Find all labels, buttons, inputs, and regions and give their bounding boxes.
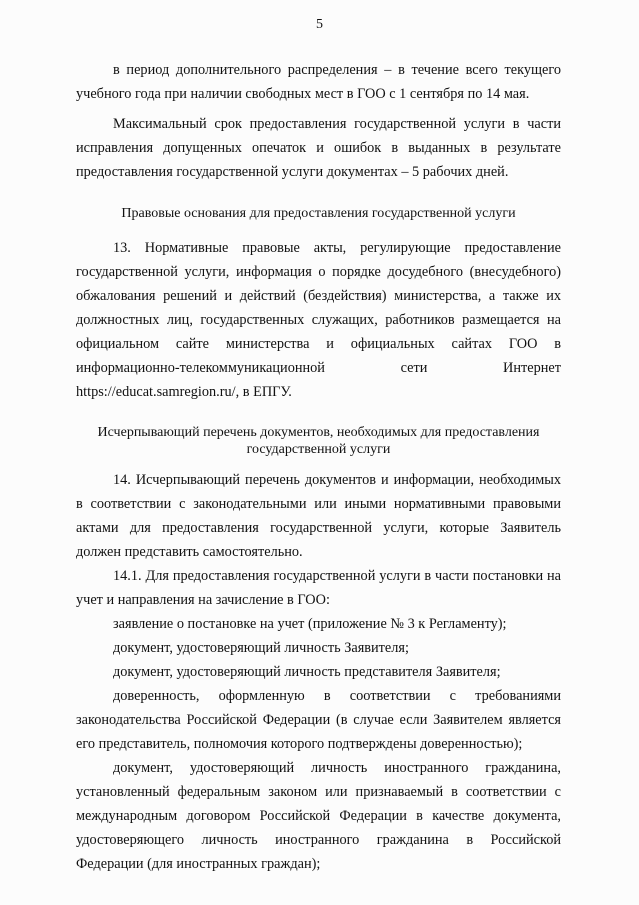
list-item-applicant-id: документ, удостоверяющий личность Заявителя; bbox=[113, 640, 409, 656]
list-item-application: заявление о постановке на учет (приложение № 3 к Регламенту); bbox=[113, 616, 507, 632]
list-item-representative-id: документ, удостоверяющий личность представителя Заявителя; bbox=[113, 664, 501, 680]
list-item-foreign-citizen-id: документ, удостоверяющий личность иностранного гражданина, установленный федеральным законом или признаваемый в соответствии с международным договором Российской Федерации в качестве документа, удостоверяющего личность иностранного гражданина в Российской Федерации (для иностранных граждан); bbox=[76, 760, 561, 872]
section-heading-documents bbox=[76, 424, 561, 458]
section-heading-line-2: государственной услуги bbox=[246, 442, 391, 457]
paragraph-2: Максимальный срок предоставления государственной услуги в части исправления допущенных опечаток и ошибок в выданных в результате предоставления государственной услуги документах – 5 рабочих дней. bbox=[76, 116, 561, 180]
page-number: 5 bbox=[316, 17, 323, 32]
document-body bbox=[76, 58, 561, 876]
paragraph-14: 14. Исчерпывающий перечень документов и информации, необходимых в соответствии с законодательными или иными нормативными правовыми актами для предоставления государственной услуги, которые Заявитель должен представить самостоятельно. bbox=[76, 472, 561, 560]
section-heading-legal-basis: Правовые основания для предоставления государственной услуги bbox=[121, 206, 516, 221]
paragraph-1: в период дополнительного распределения – в течение всего текущего учебного года при наличии свободных мест в ГОО с 1 сентября по 14 мая. bbox=[76, 62, 561, 102]
paragraph-13: 13. Нормативные правовые акты, регулирующие предоставление государственной услуги, информация о порядке досудебного (внесудебного) обжалования решений и действий (бездействия) министерства, а также их должностных лиц, государственных служащих, работников размещается на официальном сайте министерства и официальных сайтах ГОО в информационно-телекоммуникационной сети Интернет https://educat.samregion.ru/, в ЕПГУ. bbox=[76, 240, 561, 400]
list-item-power-of-attorney: доверенность, оформленную в соответствии с требованиями законодательства Российской Федерации (в случае если Заявителем является его представитель, полномочия которого подтверждены доверенностью); bbox=[76, 688, 561, 752]
paragraph-14-1: 14.1. Для предоставления государственной услуги в части постановки на учет и направления на зачисление в ГОО: bbox=[76, 568, 561, 608]
section-heading-line-1: Исчерпывающий перечень документов, необходимых для предоставления bbox=[97, 425, 540, 440]
